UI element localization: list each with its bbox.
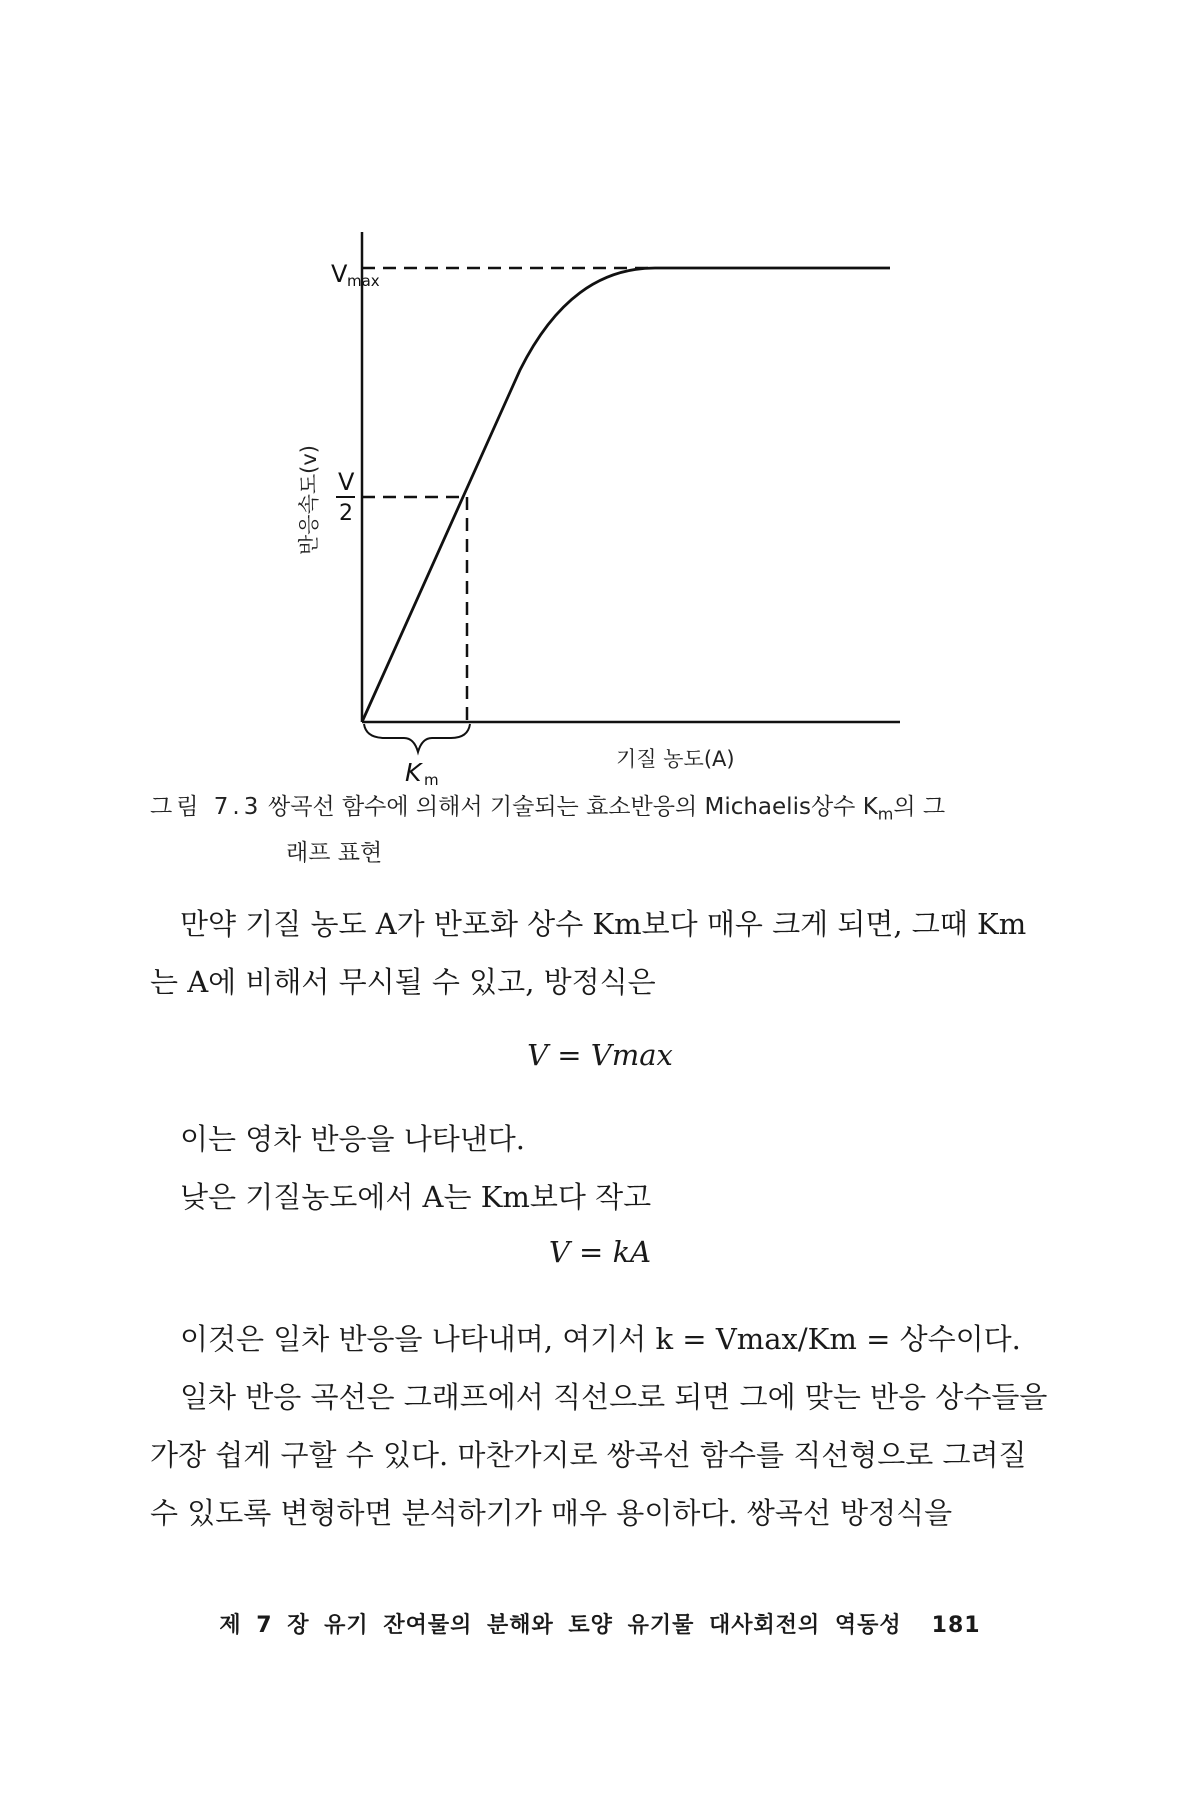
y-axis-title: 반응속도(v) (297, 445, 321, 555)
equation-1: V = Vmax (527, 1038, 673, 1072)
chapter-title: 제 7 장 유기 잔여물의 분해와 토양 유기물 대사회전의 역동성 (219, 1613, 902, 1638)
figure-number: 그림 7.3 (150, 794, 263, 820)
page-number: 181 (931, 1613, 981, 1638)
km-label-sub: m (424, 771, 439, 789)
caption-line1-sub: m (877, 804, 894, 824)
paragraph-2: 이는 영차 반응을 나타낸다. (180, 1122, 526, 1156)
paragraph-4: 이것은 일차 반응을 나타내며, 여기서 k = Vmax/Km = 상수이다. (180, 1322, 1021, 1356)
caption-line2: 래프 표현 (286, 839, 383, 866)
paragraph-3: 낮은 기질농도에서 A는 Km보다 작고 (180, 1180, 652, 1214)
figure-caption (150, 788, 1050, 872)
paragraph-5: 일차 반응 곡선은 그래프에서 직선으로 되면 그에 맞는 반응 상수들을 가장 쉽게 구할 수 있다. 마찬가지로 쌍곡선 함수를 직선형으로 그려질 수 있도록 변형하면 분석하기가 매우 용이하다. 쌍곡선 방정식을 (150, 1380, 1048, 1530)
page-footer (0, 1608, 1200, 1639)
caption-line1: 쌍곡선 함수에 의해서 기술되는 효소반응의 Michaelis상수 K (268, 794, 878, 820)
vmax-label-sub: max (347, 272, 380, 290)
paragraph-1: 만약 기질 농도 A가 반포화 상수 Km보다 매우 크게 되면, 그때 Km는 A에 비해서 무시될 수 있고, 방정식은 (150, 907, 1027, 999)
km-label: K (405, 758, 422, 787)
michaelis-menten-figure (0, 0, 1200, 790)
half-vmax-denominator: 2 (339, 501, 353, 526)
vmax-label: V (331, 260, 348, 288)
x-axis-title: 기질 농도(A) (616, 747, 735, 771)
equation-2: V = kA (548, 1235, 652, 1269)
caption-line1-tail: 의 그 (893, 794, 946, 820)
km-brace (364, 724, 470, 752)
saturation-curve (362, 268, 890, 722)
half-vmax-numerator: V (338, 468, 355, 496)
